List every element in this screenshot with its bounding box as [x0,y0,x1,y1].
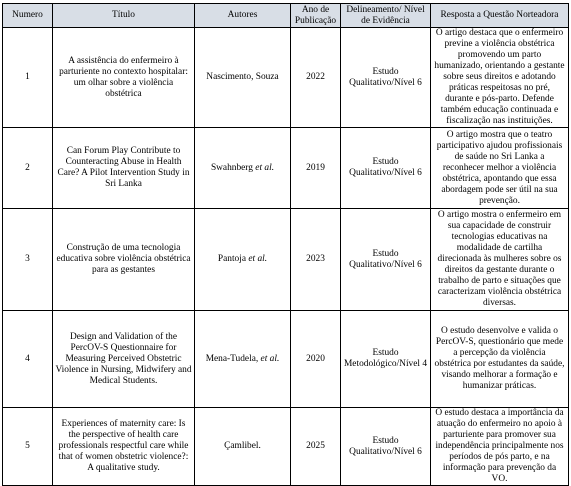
cell-resposta: O artigo destaca que o enfermeiro previne a violência obstétrica promovendo um parto humanizado, orientando a gestante sobre seus direitos e adotando práticas respeitosas no pré, durante e pós-parto. Defende também educação continuada e fiscalização nas instituições. [431,28,569,128]
cell-numero: 3 [3,209,53,311]
cell-autores [195,408,291,486]
header-titulo: Título [53,4,195,28]
cell-delineamento: Estudo Qualitativo/Nível 6 [341,408,431,486]
cell-resposta: O estudo desenvolve e valida o PercOV-S, questionário que mede a percepção da violência obstétrica por estudantes da saúde, visando melhorar a formação e humanizar práticas. [431,311,569,408]
cell-ano: 2019 [291,128,341,209]
cell-numero: 1 [3,28,53,128]
author-name: Nascimento, Souza [206,72,279,82]
author-name: Mena-Tudela, [205,353,261,364]
cell-ano: 2022 [291,28,341,128]
header-row [3,4,569,28]
author-etal: et al. [260,353,280,364]
table-row [3,28,569,128]
cell-numero: 5 [3,408,53,486]
results-table-container [2,3,569,486]
cell-titulo: A assistência do enfermeiro à parturiente no contexto hospitalar: um olhar sobre a violência obstétrica [53,28,195,128]
cell-delineamento: Estudo Qualitativo/Nível 6 [341,128,431,209]
cell-autores [195,311,291,408]
cell-autores [195,128,291,209]
cell-ano: 2020 [291,311,341,408]
cell-resposta: O artigo mostra o enfermeiro em sua capacidade de construir tecnologias educativas na modalidade de cartilha direcionada às mulheres sobre os direitos da gestante durante o trabalho de parto e situações que caracterizam violência obstétrica diversas. [431,209,569,311]
header-ano: Ano de Publicação [291,4,341,28]
cell-titulo: Construção de uma tecnologia educativa sobre violência obstétrica para as gestantes [53,209,195,311]
cell-delineamento: Estudo Metodológico/Nível 4 [341,311,431,408]
author-etal: et al. [248,254,268,264]
table-row [3,209,569,311]
cell-autores [195,28,291,128]
cell-ano: 2023 [291,209,341,311]
author-name: Çamlibel. [224,441,261,451]
results-table [2,3,569,486]
author-name: Swahnberg [210,162,256,173]
header-autores: Autores [195,4,291,28]
header-resposta: Resposta a Questão Norteadora [431,4,569,28]
table-row [3,408,569,486]
cell-numero: 2 [3,128,53,209]
cell-titulo: Can Forum Play Contribute to Counteracting Abuse in Health Care? A Pilot Intervention Study in Sri Lanka [53,128,195,209]
cell-delineamento: Estudo Qualitativo/Nível 6 [341,28,431,128]
author-etal: et al. [255,162,275,173]
cell-titulo: Design and Validation of the PercOV-S Questionnaire for Measuring Perceived Obstetric Violence in Nursing, Midwifery and Medical Students. [53,311,195,408]
header-numero: Numero [3,4,53,28]
cell-autores [195,209,291,311]
cell-delineamento: Estudo Qualitativo/Nível 6 [341,209,431,311]
table-row [3,311,569,408]
header-delineamento: Delineamento/ Nível de Evidência [341,4,431,28]
cell-resposta: O estudo destaca a importância da atuação do enfermeiro no apoio à parturiente para promover sua independência principalmente nos períodos de pós parto, e na informação para prevenção da VO. [431,408,569,486]
cell-ano: 2025 [291,408,341,486]
cell-numero: 4 [3,311,53,408]
author-name: Pantoja [217,254,249,264]
cell-resposta: O artigo mostra que o teatro participativo ajudou profissionais de saúde no Sri Lanka a reconhecer melhor a violência obstétrica, apontando que essa abordagem pode ser útil na sua prevenção. [431,128,569,209]
cell-titulo: Experiences of maternity care: Is the perspective of health care professionals respectful care while that of women obstetric violence?: A qualitative study. [53,408,195,486]
table-row [3,128,569,209]
